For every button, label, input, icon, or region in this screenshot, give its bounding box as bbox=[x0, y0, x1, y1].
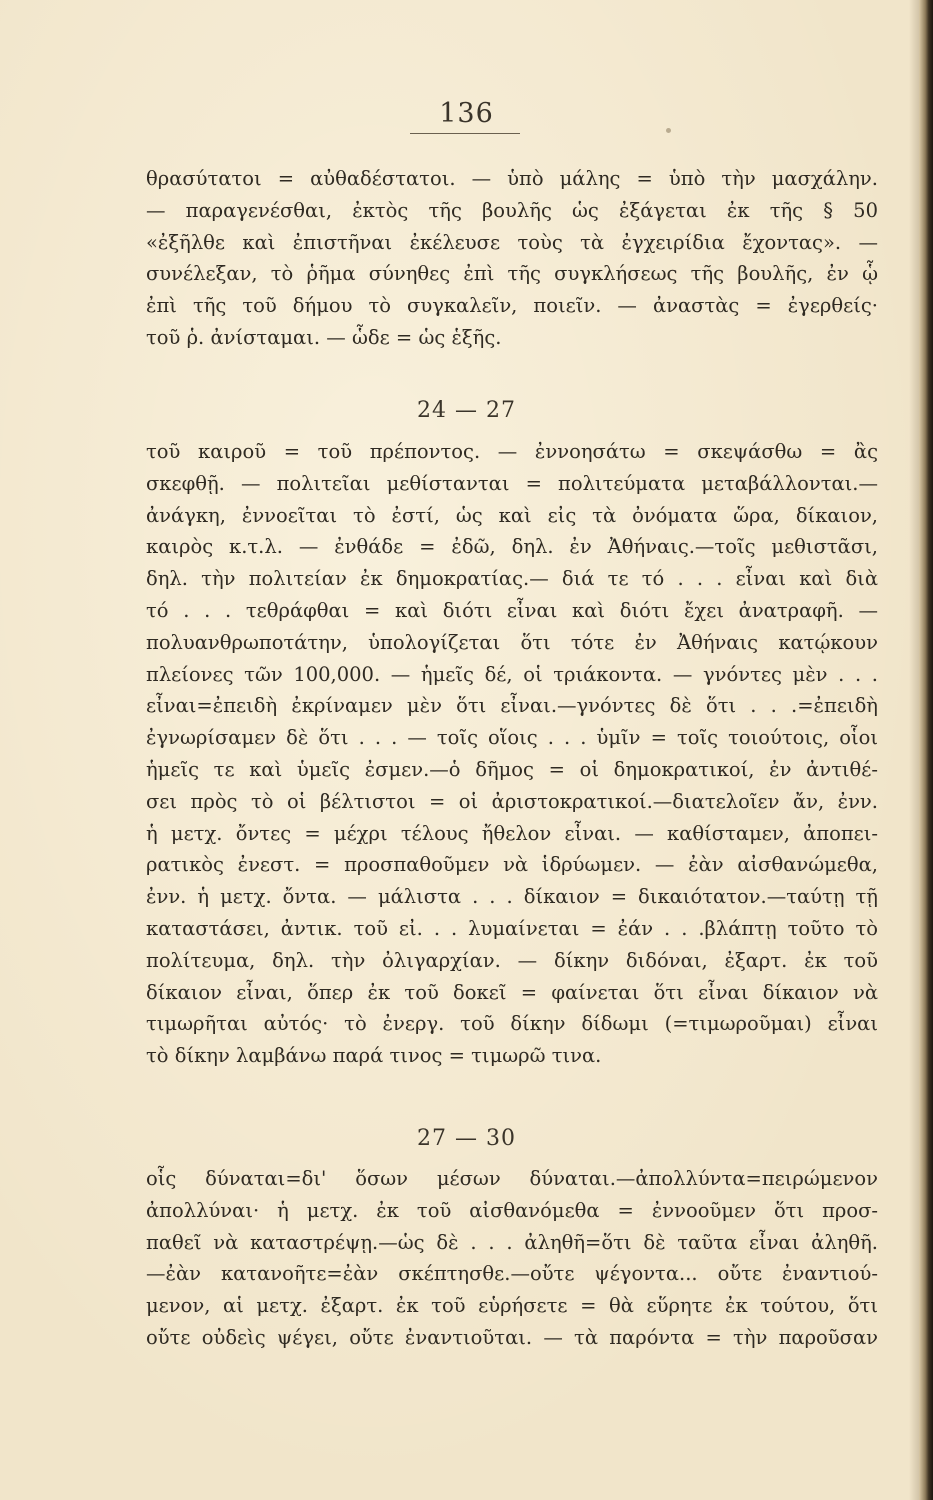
text-line: πολίτευμα, δηλ. τὴν ὀλιγαρχίαν. — δίκην διδόναι, ἐξαρτ. ἐκ τοῦ bbox=[146, 948, 878, 972]
text-line: οἷς δύναται=δι' ὅσων μέσων δύναται.—ἀπολλύντα=πειρώμενον bbox=[146, 1167, 878, 1190]
text-line: ἀνάγκη, ἐννοεῖται τὸ ἐστί, ὡς καὶ εἰς τὰ ὀνόματα ὥρα, δίκαιον, bbox=[146, 503, 878, 527]
text-line: σει πρὸς τὸ οἱ βέλτιστοι = οἱ ἀριστοκρατικοί.—διατελοῖεν ἄν, ἐνν. bbox=[146, 789, 878, 813]
text-line: καταστάσει, ἀντικ. τοῦ εἰ. . . λυμαίνεται = ἐάν . . .βλάπτῃ τοῦτο τὸ bbox=[146, 916, 878, 940]
text-line: ἐνν. ἡ μετχ. ὄντα. — μάλιστα . . . δίκαιον = δικαιότατον.—ταύτῃ τῇ bbox=[146, 885, 878, 909]
text-line: ἐπὶ τῆς τοῦ δήμου τὸ συγκαλεῖν, ποιεῖν. — ἀναστὰς = ἐγερθείς· bbox=[146, 294, 878, 318]
text-line: ἀπολλύναι· ἡ μετχ. ἐκ τοῦ αἰσθανόμεθα = ἐννοοῦμεν ὅτι προσ- bbox=[146, 1198, 878, 1222]
text-line: οὔτε οὐδεὶς ψέγει, οὔτε ἐναντιοῦται. — τὰ παρόντα = τὴν παροῦσαν bbox=[146, 1325, 878, 1349]
text-line: ἡμεῖς τε καὶ ὑμεῖς ἐσμεν.—ὁ δῆμος = οἱ δημοκρατικοί, ἐν ἀντιθέ- bbox=[146, 757, 878, 781]
text-line: μενον, αἱ μετχ. ἐξαρτ. ἐκ τοῦ εὑρήσετε = θὰ εὕρητε ἐκ τούτου, ὅτι bbox=[146, 1294, 878, 1318]
text-line: θρασύτατοι = αὐθαδέστατοι. — ὑπὸ μάλης = ὑπὸ τὴν μασχάλην. bbox=[146, 167, 878, 190]
text-line: παθεῖ νὰ καταστρέψῃ.—ὡς δὲ . . . ἀληθῆ=ὅτι δὲ ταῦτα εἶναι ἀληθῆ. bbox=[146, 1230, 878, 1254]
page-number-rule bbox=[410, 133, 520, 134]
section-heading-27-30: 27 — 30 bbox=[417, 1126, 516, 1151]
text-line: ἐγνωρίσαμεν δὲ ὅτι . . . — τοῖς οἵοις . . . ὑμῖν = τοῖς τοιούτοις, οἷοι bbox=[146, 726, 878, 750]
text-line: —ἐὰν κατανοῆτε=ἐὰν σκέπτησθε.—οὔτε ψέγοντα... οὔτε ἐναντιού- bbox=[146, 1262, 878, 1286]
text-line: δίκαιον εἶναι, ὅπερ ἐκ τοῦ δοκεῖ = φαίνεται ὅτι εἶναι δίκαιον νὰ bbox=[146, 980, 878, 1004]
text-line: εἶναι=ἐπειδὴ ἐκρίναμεν μὲν ὅτι εἶναι.—γνόντες δὲ ὅτι . . .=ἐπειδὴ bbox=[146, 694, 878, 718]
text-line: συνέλεξαν, τὸ ῥῆμα σύνηθες ἐπὶ τῆς συγκλήσεως τῆς βουλῆς, ἐν ᾧ bbox=[146, 262, 878, 286]
book-spine bbox=[919, 0, 933, 1500]
text-line: τοῦ ῥ. ἀνίσταμαι. — ὧδε = ὡς ἑξῆς. bbox=[146, 325, 502, 349]
text-line: δηλ. τὴν πολιτείαν ἐκ δημοκρατίας.— διά τε τό . . . εἶναι καὶ διὰ bbox=[146, 567, 878, 591]
text-line: πολυανθρωποτάτην, ὑπολογίζεται ὅτι τότε ἐν Ἀθήναις κατῴκουν bbox=[146, 630, 878, 654]
text-line: τοῦ καιροῦ = τοῦ πρέποντος. — ἐννοησάτω = σκεψάσθω = ἂς bbox=[146, 440, 878, 463]
text-line: σκεφθῇ. — πολιτεῖαι μεθίστανται = πολιτεύματα μεταβάλλονται.— bbox=[146, 471, 878, 495]
paragraph-block-1 bbox=[146, 163, 878, 354]
text-line: — παραγενέσθαι, ἐκτὸς τῆς βουλῆς ὡς ἐξάγεται ἐκ τῆς § 50 bbox=[146, 198, 878, 222]
ink-speck bbox=[666, 128, 671, 133]
section-heading-24-27: 24 — 27 bbox=[417, 398, 516, 423]
page-number: 136 bbox=[439, 98, 494, 129]
paragraph-block-3 bbox=[146, 1163, 878, 1354]
text-line: «ἐξῆλθε καὶ ἐπιστῆναι ἐκέλευσε τοὺς τὰ ἐγχειρίδια ἔχοντας». — bbox=[146, 230, 878, 254]
text-line: τό . . . τεθράφθαι = καὶ διότι εἶναι καὶ διότι ἔχει ἀνατραφῆ. — bbox=[146, 598, 878, 622]
text-line: τιμωρῆται αὐτός· τὸ ἐνεργ. τοῦ δίκην δίδωμι (=τιμωροῦμαι) εἶναι bbox=[146, 1012, 878, 1036]
text-line: ρατικὸς ἐνεστ. = προσπαθοῦμεν νὰ ἱδρύωμεν. — ἐὰν αἰσθανώμεθα, bbox=[146, 853, 878, 877]
text-line: πλείονες τῶν 100,000. — ἡμεῖς δέ, οἱ τριάκοντα. — γνόντες μὲν . . . bbox=[146, 662, 878, 686]
text-line: τὸ δίκην λαμβάνω παρά τινος = τιμωρῶ τινα. bbox=[146, 1044, 602, 1068]
page-gutter-shadow bbox=[909, 0, 919, 1500]
text-line: ἡ μετχ. ὄντες = μέχρι τέλους ἤθελον εἶναι. — καθίσταμεν, ἀποπει- bbox=[146, 821, 878, 845]
text-line: καιρὸς κ.τ.λ. — ἐνθάδε = ἐδῶ, δηλ. ἐν Ἀθήναις.—τοῖς μεθιστᾶσι, bbox=[146, 535, 878, 559]
paragraph-block-2 bbox=[146, 436, 878, 1072]
